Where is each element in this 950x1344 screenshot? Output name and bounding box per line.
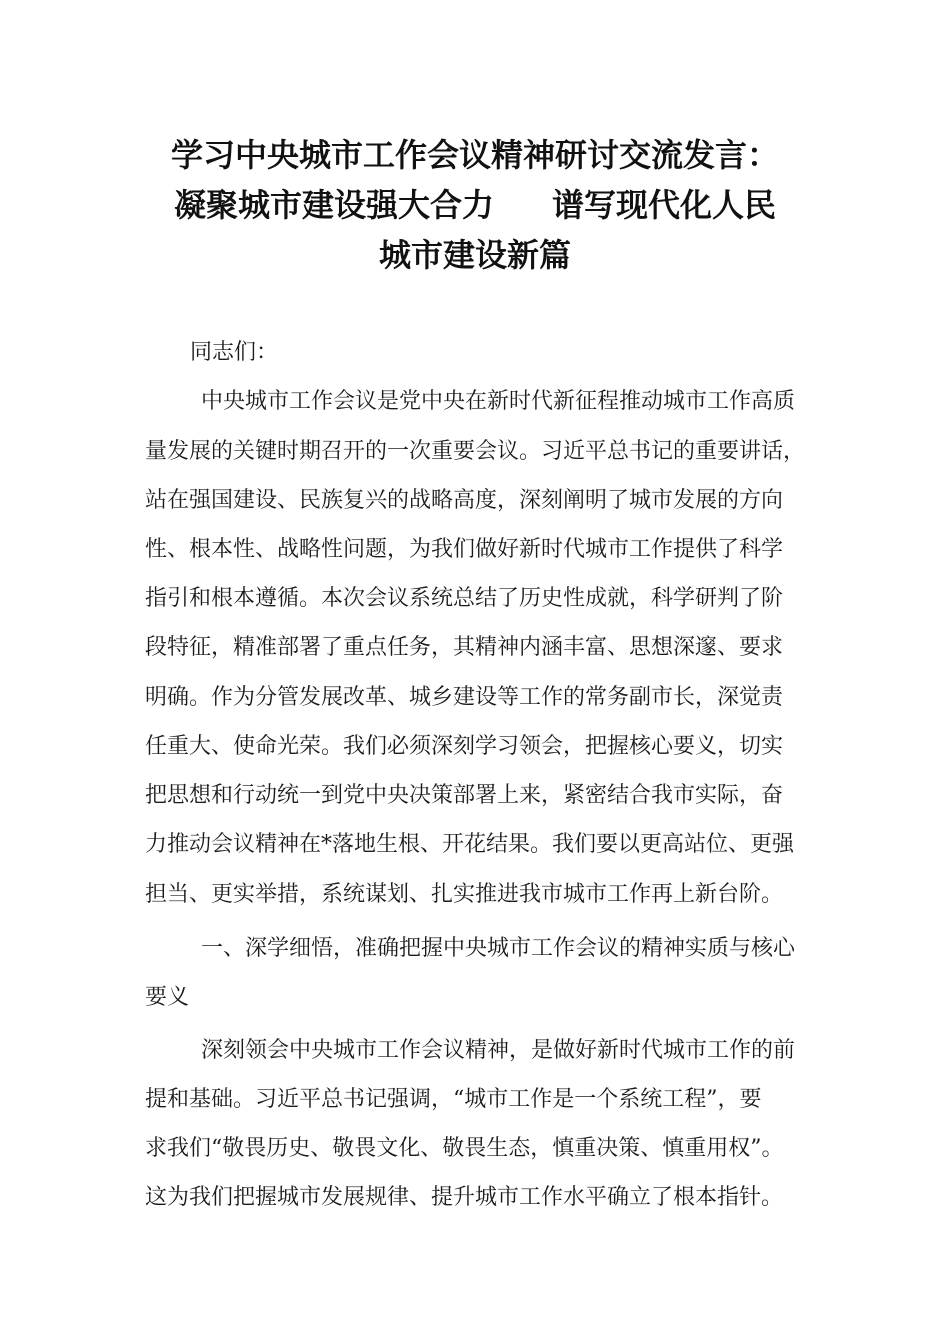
paragraph-2-line: 求我们“敬畏历史、敬畏文化、敬畏生态，慎重决策、慎重用权”。 (145, 1136, 784, 1161)
paragraph-2-line: 这为我们把握城市发展规律、提升城市工作水平确立了根本指针。 (145, 1185, 784, 1210)
paragraph-1-line: 站在强国建设、民族复兴的战略高度，深刻阐明了城市发展的方向 (145, 488, 784, 513)
section-heading-1-continued: 要义 (145, 985, 190, 1010)
paragraph-1-line: 力推动会议精神在*落地生根、开花结果。我们要以更高站位、更强 (145, 832, 795, 857)
paragraph-1-line: 指引和根本遵循。本次会议系统总结了历史性成就，科学研判了阶 (145, 586, 784, 611)
paragraph-1-line: 任重大、使命光荣。我们必须深刻学习领会，把握核心要义，切实 (145, 734, 784, 759)
paragraph-2-line: 深刻领会中央城市工作会议精神，是做好新时代城市工作的前 (201, 1038, 796, 1063)
title-line-3: 城市建设新篇 (378, 236, 571, 274)
salutation: 同志们： (190, 340, 279, 365)
paragraph-1-line: 中央城市工作会议是党中央在新时代新征程推动城市工作高质 (201, 389, 796, 414)
paragraph-1-line: 量发展的关键时期召开的一次重要会议。习近平总书记的重要讲话， (145, 439, 806, 464)
title-line-2 (120, 180, 830, 230)
paragraph-2-line: 提和基础。习近平总书记强调，“城市工作是一个系统工程”，要 (145, 1087, 762, 1112)
title-line-2-part-1: 凝聚城市建设强大合力 (173, 186, 494, 224)
document-title (120, 130, 830, 280)
section-heading-1: 一、深学细悟，准确把握中央城市工作会议的精神实质与核心 (201, 936, 796, 961)
title-line-2-part-2: 谱写现代化人民 (552, 186, 777, 224)
paragraph-1-line: 明确。作为分管发展改革、城乡建设等工作的常务副市长，深觉责 (145, 685, 784, 710)
paragraph-1-line: 把思想和行动统一到党中央决策部署上来，紧密结合我市实际，奋 (145, 783, 784, 808)
title-line-1: 学习中央城市工作会议精神研讨交流发言： (170, 136, 779, 174)
paragraph-1-line: 担当、更实举措，系统谋划、扎实推进我市城市工作再上新台阶。 (145, 882, 784, 907)
paragraph-1-line: 段特征，精准部署了重点任务，其精神内涵丰富、思想深邃、要求 (145, 635, 784, 660)
paragraph-1-line: 性、根本性、战略性问题，为我们做好新时代城市工作提供了科学 (145, 537, 784, 562)
